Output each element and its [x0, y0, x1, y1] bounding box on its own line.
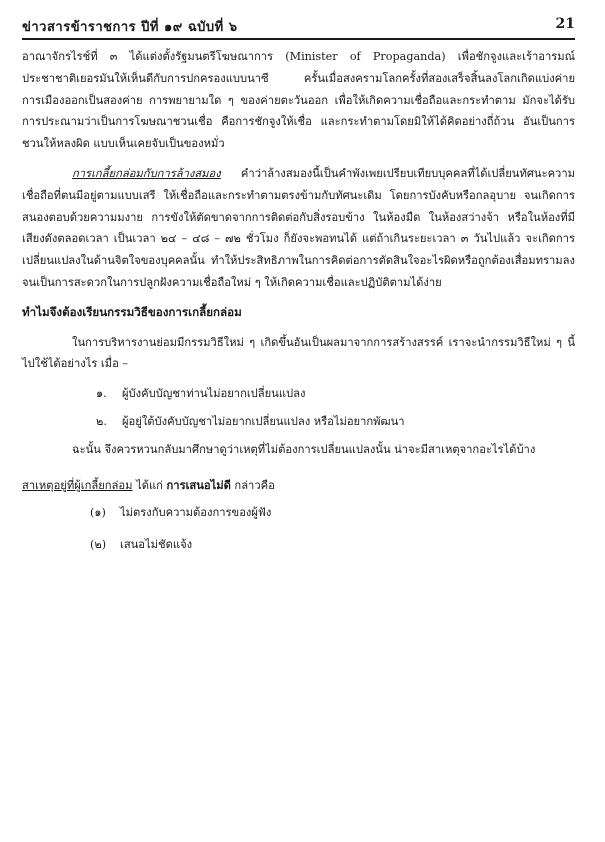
page-number: 21 — [555, 16, 575, 32]
cause-line — [22, 475, 575, 497]
cause-list — [22, 502, 575, 556]
list-item — [22, 383, 575, 405]
list-item-text: ผู้อยู่ใต้บังคับบัญชาไม่อยากเปลี่ยนแปลง หรือไม่อยากพัฒนา — [122, 414, 405, 428]
page-body — [22, 46, 575, 566]
list-item — [22, 534, 575, 556]
list-item-number: ๒. — [96, 414, 107, 428]
cause-key: สาเหตุอยู่ที่ผู้เกลี้ยกล่อม — [22, 478, 133, 492]
cause-bold: การเสนอไม่ดี — [166, 477, 231, 492]
list-item-text: เสนอไม่ชัดแจ้ง — [120, 538, 193, 552]
list-item-text: ไม่ตรงกับความต้องการของผู้ฟัง — [120, 506, 272, 520]
paragraph-2-text: คำว่าล้างสมองนี้เป็นคำพังเพยเปรียบเทียบบุคคลที่ได้เปลี่ยนทัศนะความเชื่อถือที่ตนมีอยู่ตามแบบเสรี ให้เชื่อถือและกระทำตามตรงข้ามกับทัศนะเดิม โดยการบังคับหรือกลอุบาย จนเกิดการสนองตอบด้วยความมงาย การขังให้ตัดขาดจากการติดต่อกับสิ่งรอบข้าง ในห้องมืด ในห้องสว่างจ้า หรือในห้องที่มีเสียงดังตลอดเวลา เป็นเวลา ๒๔ – ๔๘ – ๗๒ ชั่วโมง ก็ยังจะพอทนได้ แต่ถ้าเกินระยะเวลา ๓ วันไปแล้ว จะเกิดการเปลี่ยนแปลงในด้านจิตใจของบุคคลนั้น ทำให้ประสิทธิภาพในการคิดต่อการตัดสินใจอะไรผิดหรือถูกต้องเสื่อมทรามลง จนเป็นการสะดวกในการปลูกฝังความเชื่อถือใหม่ ๆ ให้เกิดความเชื่อและปฏิบัติตามได้ง่าย — [22, 166, 575, 289]
page-header — [22, 16, 575, 38]
list-item — [22, 411, 575, 433]
paragraph-2 — [22, 163, 575, 294]
journal-title: ข่าวสารข้าราชการ ปีที่ ๑๙ ฉบับที่ ๖ — [22, 20, 238, 35]
cause-mid: ได้แก่ — [132, 478, 167, 492]
list-item-text: ผู้บังคับบัญชาท่านไม่อยากเปลี่ยนแปลง — [122, 387, 306, 401]
paragraph-2-lead-in: การเกลี้ยกล่อมกับการล้างสมอง — [72, 166, 221, 180]
section-heading: ทำไมจึงต้องเรียนกรรมวิธีของการเกลี้ยกล่อม — [22, 304, 242, 319]
paragraph-3: ในการบริหารงานย่อมมีกรรมวิธีใหม่ ๆ เกิดขึ้นอันเป็นผลมาจากการสร้างสรรค์ เราจะนำกรรมวิธีใหม่ ๆ นี้ไปใช้ได้อย่างไร เมื่อ – — [22, 335, 575, 371]
list-item-number: ๑. — [96, 387, 107, 401]
header-rule — [22, 38, 575, 40]
reasons-list — [22, 383, 575, 433]
paragraph-4: ฉะนั้น จึงควรหวนกลับมาศึกษาดูว่าเหตุที่ไม่ต้องการเปลี่ยนแปลงนั้น น่าจะมีสาเหตุจากอะไรได้บ้าง — [72, 442, 536, 456]
cause-end: กล่าวคือ — [230, 478, 275, 492]
paragraph-1: อาณาจักรไรช์ที่ ๓ ได้แต่งตั้งรัฐมนตรีโฆษณาการ (Minister of Propaganda) เพื่อชักจูงและเร้าอารมณ์ประชาชาติเยอรมันให้เห็นดีกับการปกครองแบบนาซี ครั้นเมื่อสงครามโลกครั้งที่สองเสร็จสิ้นลงโลกเกิดแบ่งค่ายการเมืองออกเป็นสองค่าย การพยายามใด ๆ ของค่ายตะวันออก เพื่อให้เกิดความเชื่อถือและกระทำตาม มักจะได้รับการประณามว่าเป็นการโฆษณาชวนเชื่อ คือการชักจูงให้เชื่อ และกระทำตามโดยมิให้ได้คิดอย่างถี่ถ้วน อันเป็นการชวนให้หลงผิด แบบเห็นเคยจับเป็นของหมั่ว — [22, 50, 575, 151]
list-item — [22, 502, 575, 524]
list-item-number: (๑) — [90, 506, 106, 520]
list-item-number: (๒) — [90, 538, 107, 552]
